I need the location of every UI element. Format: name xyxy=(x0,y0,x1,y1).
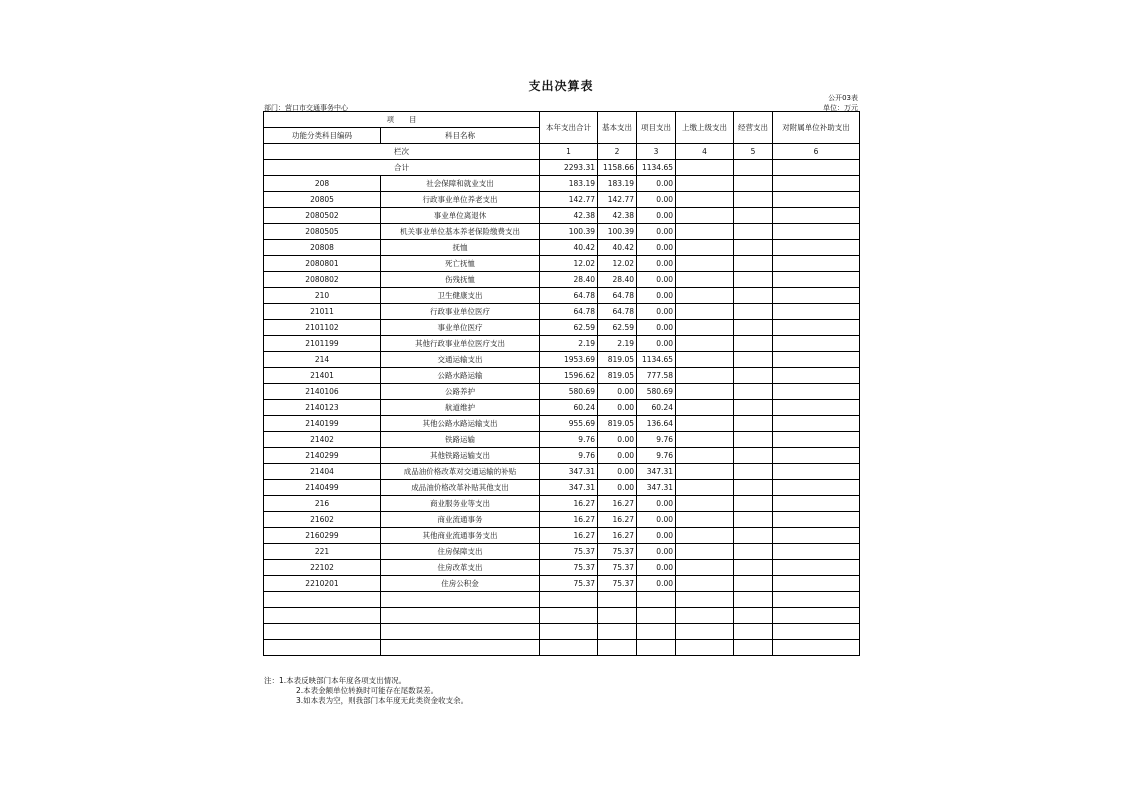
row-empty-cell xyxy=(773,256,860,272)
row-total: 142.77 xyxy=(540,192,598,208)
row-empty-cell xyxy=(676,384,734,400)
row-total: 9.76 xyxy=(540,448,598,464)
row-empty-cell xyxy=(676,256,734,272)
row-empty-cell xyxy=(734,192,773,208)
row-empty-cell xyxy=(676,576,734,592)
row-total: 40.42 xyxy=(540,240,598,256)
empty-row xyxy=(264,608,860,624)
row-empty-cell xyxy=(676,288,734,304)
table-row xyxy=(264,336,860,352)
row-empty-cell xyxy=(773,576,860,592)
row-empty-cell xyxy=(734,432,773,448)
row-empty-cell xyxy=(773,208,860,224)
row-name: 成品油价格改革对交通运输的补贴 xyxy=(381,464,540,480)
row-empty-cell xyxy=(773,224,860,240)
row-basic: 40.42 xyxy=(598,240,637,256)
row-project: 777.58 xyxy=(637,368,676,384)
row-empty-cell xyxy=(734,512,773,528)
row-empty-cell xyxy=(676,272,734,288)
row-basic: 64.78 xyxy=(598,304,637,320)
table-row xyxy=(264,320,860,336)
header-basic: 基本支出 xyxy=(598,112,637,144)
row-empty-cell xyxy=(676,464,734,480)
row-code: 2140199 xyxy=(264,416,381,432)
row-code: 2160299 xyxy=(264,528,381,544)
row-empty-cell xyxy=(734,272,773,288)
row-name: 伤残抚恤 xyxy=(381,272,540,288)
table-row xyxy=(264,256,860,272)
row-empty-cell xyxy=(773,336,860,352)
row-name: 死亡抚恤 xyxy=(381,256,540,272)
row-code: 21602 xyxy=(264,512,381,528)
row-empty-cell xyxy=(773,240,860,256)
sum-total: 2293.31 xyxy=(540,160,598,176)
row-basic: 75.37 xyxy=(598,560,637,576)
row-basic: 42.38 xyxy=(598,208,637,224)
row-name: 抚恤 xyxy=(381,240,540,256)
row-name: 住房保障支出 xyxy=(381,544,540,560)
row-project: 60.24 xyxy=(637,400,676,416)
row-empty-cell xyxy=(734,528,773,544)
row-empty-cell xyxy=(734,480,773,496)
row-code: 208 xyxy=(264,176,381,192)
table-row xyxy=(264,400,860,416)
row-total: 1953.69 xyxy=(540,352,598,368)
row-empty-cell xyxy=(676,480,734,496)
row-name: 社会保障和就业支出 xyxy=(381,176,540,192)
row-basic: 12.02 xyxy=(598,256,637,272)
header-project: 项 目 xyxy=(264,112,540,128)
row-project: 0.00 xyxy=(637,544,676,560)
header-project-expense: 项目支出 xyxy=(637,112,676,144)
row-code: 2080801 xyxy=(264,256,381,272)
row-empty-cell xyxy=(734,224,773,240)
table-row xyxy=(264,224,860,240)
row-name: 机关事业单位基本养老保险缴费支出 xyxy=(381,224,540,240)
row-project: 0.00 xyxy=(637,240,676,256)
row-total: 62.59 xyxy=(540,320,598,336)
row-code: 2080802 xyxy=(264,272,381,288)
row-total: 28.40 xyxy=(540,272,598,288)
row-empty-cell xyxy=(676,544,734,560)
row-code: 214 xyxy=(264,352,381,368)
row-total: 60.24 xyxy=(540,400,598,416)
row-empty-cell xyxy=(773,400,860,416)
row-code: 2140299 xyxy=(264,448,381,464)
table-row xyxy=(264,240,860,256)
table-row xyxy=(264,368,860,384)
row-empty-cell xyxy=(773,192,860,208)
row-empty-cell xyxy=(773,480,860,496)
header-upper: 上缴上级支出 xyxy=(676,112,734,144)
row-basic: 0.00 xyxy=(598,432,637,448)
row-empty-cell xyxy=(734,496,773,512)
row-basic: 0.00 xyxy=(598,384,637,400)
row-empty-cell xyxy=(676,560,734,576)
header-business: 经营支出 xyxy=(734,112,773,144)
row-total: 16.27 xyxy=(540,528,598,544)
row-code: 2080505 xyxy=(264,224,381,240)
row-project: 0.00 xyxy=(637,512,676,528)
row-empty-cell xyxy=(773,560,860,576)
table-row xyxy=(264,576,860,592)
table-row xyxy=(264,432,860,448)
col-num: 2 xyxy=(598,144,637,160)
row-empty-cell xyxy=(773,304,860,320)
row-empty-cell xyxy=(734,336,773,352)
row-code: 21404 xyxy=(264,464,381,480)
row-empty-cell xyxy=(773,288,860,304)
table-row xyxy=(264,272,860,288)
note-line: 3.如本表为空，则我部门本年度无此类资金收支余。 xyxy=(296,696,469,705)
row-project: 0.00 xyxy=(637,304,676,320)
row-empty-cell xyxy=(676,208,734,224)
header-subject-name: 科目名称 xyxy=(381,128,540,144)
table-row xyxy=(264,192,860,208)
row-name: 商业服务业等支出 xyxy=(381,496,540,512)
row-name: 其他铁路运输支出 xyxy=(381,448,540,464)
row-name: 行政事业单位医疗 xyxy=(381,304,540,320)
row-basic: 2.19 xyxy=(598,336,637,352)
row-project: 0.00 xyxy=(637,208,676,224)
row-basic: 0.00 xyxy=(598,400,637,416)
row-total: 100.39 xyxy=(540,224,598,240)
row-basic: 16.27 xyxy=(598,528,637,544)
row-code: 20805 xyxy=(264,192,381,208)
row-name: 交通运输支出 xyxy=(381,352,540,368)
row-basic: 62.59 xyxy=(598,320,637,336)
row-empty-cell xyxy=(676,368,734,384)
row-empty-cell xyxy=(734,240,773,256)
row-code: 2140106 xyxy=(264,384,381,400)
row-name: 其他商业流通事务支出 xyxy=(381,528,540,544)
row-code: 22102 xyxy=(264,560,381,576)
row-code: 21402 xyxy=(264,432,381,448)
table-row xyxy=(264,384,860,400)
row-total: 64.78 xyxy=(540,288,598,304)
row-project: 0.00 xyxy=(637,224,676,240)
header-func-code: 功能分类科目编码 xyxy=(264,128,381,144)
table-row xyxy=(264,544,860,560)
row-name: 商业流通事务 xyxy=(381,512,540,528)
row-code: 2140499 xyxy=(264,480,381,496)
row-total: 580.69 xyxy=(540,384,598,400)
row-empty-cell xyxy=(676,352,734,368)
line-label: 栏次 xyxy=(264,144,540,160)
row-basic: 819.05 xyxy=(598,416,637,432)
row-project: 0.00 xyxy=(637,288,676,304)
row-empty-cell xyxy=(676,512,734,528)
row-empty-cell xyxy=(734,208,773,224)
row-project: 1134.65 xyxy=(637,352,676,368)
row-project: 9.76 xyxy=(637,432,676,448)
page-title: 支出决算表 xyxy=(528,79,594,93)
row-project: 0.00 xyxy=(637,272,676,288)
row-code: 21401 xyxy=(264,368,381,384)
table-row xyxy=(264,352,860,368)
row-total: 42.38 xyxy=(540,208,598,224)
row-name: 公路养护 xyxy=(381,384,540,400)
row-project: 0.00 xyxy=(637,176,676,192)
row-total: 347.31 xyxy=(540,480,598,496)
row-name: 成品油价格改革补贴其他支出 xyxy=(381,480,540,496)
row-empty-cell xyxy=(676,320,734,336)
table-row xyxy=(264,176,860,192)
row-code: 2101199 xyxy=(264,336,381,352)
row-name: 事业单位医疗 xyxy=(381,320,540,336)
row-empty-cell xyxy=(773,272,860,288)
row-empty-cell xyxy=(676,400,734,416)
row-empty-cell xyxy=(773,384,860,400)
row-project: 0.00 xyxy=(637,560,676,576)
row-name: 住房改革支出 xyxy=(381,560,540,576)
row-total: 75.37 xyxy=(540,576,598,592)
note-line: 注：1.本表反映部门本年度各项支出情况。 xyxy=(264,676,407,685)
row-empty-cell xyxy=(676,192,734,208)
row-code: 2101102 xyxy=(264,320,381,336)
empty-row xyxy=(264,640,860,656)
row-empty-cell xyxy=(734,384,773,400)
col-num: 6 xyxy=(773,144,860,160)
row-name: 铁路运输 xyxy=(381,432,540,448)
row-name: 航道维护 xyxy=(381,400,540,416)
row-project: 347.31 xyxy=(637,480,676,496)
header-subsidy: 对附属单位补助支出 xyxy=(773,112,860,144)
row-code: 216 xyxy=(264,496,381,512)
row-empty-cell xyxy=(734,256,773,272)
row-project: 0.00 xyxy=(637,528,676,544)
row-empty-cell xyxy=(773,528,860,544)
row-basic: 0.00 xyxy=(598,464,637,480)
row-empty-cell xyxy=(773,320,860,336)
row-empty-cell xyxy=(773,512,860,528)
row-empty-cell xyxy=(734,176,773,192)
row-empty-cell xyxy=(734,544,773,560)
row-basic: 64.78 xyxy=(598,288,637,304)
table-row xyxy=(264,496,860,512)
row-basic: 819.05 xyxy=(598,352,637,368)
row-empty-cell xyxy=(676,416,734,432)
col-num: 5 xyxy=(734,144,773,160)
row-basic: 183.19 xyxy=(598,176,637,192)
row-empty-cell xyxy=(734,288,773,304)
row-empty-cell xyxy=(734,416,773,432)
row-name: 行政事业单位养老支出 xyxy=(381,192,540,208)
table-row xyxy=(264,416,860,432)
row-empty-cell xyxy=(773,496,860,512)
row-empty-cell xyxy=(734,576,773,592)
row-total: 16.27 xyxy=(540,512,598,528)
unit-label: 单位：万元 xyxy=(823,104,858,112)
row-total: 1596.62 xyxy=(540,368,598,384)
notes xyxy=(264,676,468,706)
row-name: 卫生健康支出 xyxy=(381,288,540,304)
empty-row xyxy=(264,624,860,640)
row-empty-cell xyxy=(676,176,734,192)
row-name: 住房公积金 xyxy=(381,576,540,592)
row-code: 210 xyxy=(264,288,381,304)
row-empty-cell xyxy=(773,432,860,448)
sum-project: 1134.65 xyxy=(637,160,676,176)
row-name: 其他公路水路运输支出 xyxy=(381,416,540,432)
table-row xyxy=(264,288,860,304)
department-label: 部门：营口市交通事务中心 xyxy=(264,104,348,112)
row-code: 2080502 xyxy=(264,208,381,224)
row-empty-cell xyxy=(773,416,860,432)
row-basic: 16.27 xyxy=(598,496,637,512)
row-total: 64.78 xyxy=(540,304,598,320)
row-total: 955.69 xyxy=(540,416,598,432)
row-project: 0.00 xyxy=(637,256,676,272)
row-project: 0.00 xyxy=(637,576,676,592)
row-name: 公路水路运输 xyxy=(381,368,540,384)
col-num: 3 xyxy=(637,144,676,160)
row-basic: 142.77 xyxy=(598,192,637,208)
col-num: 1 xyxy=(540,144,598,160)
row-total: 12.02 xyxy=(540,256,598,272)
row-empty-cell xyxy=(734,320,773,336)
row-code: 221 xyxy=(264,544,381,560)
row-empty-cell xyxy=(676,336,734,352)
row-empty-cell xyxy=(734,352,773,368)
row-empty-cell xyxy=(734,400,773,416)
row-total: 183.19 xyxy=(540,176,598,192)
row-project: 9.76 xyxy=(637,448,676,464)
table-row xyxy=(264,464,860,480)
form-code: 公开03表 xyxy=(828,94,858,102)
row-total: 9.76 xyxy=(540,432,598,448)
row-empty-cell xyxy=(734,368,773,384)
row-empty-cell xyxy=(676,432,734,448)
row-basic: 0.00 xyxy=(598,480,637,496)
row-empty-cell xyxy=(773,176,860,192)
row-empty-cell xyxy=(676,240,734,256)
row-empty-cell xyxy=(773,352,860,368)
row-empty-cell xyxy=(676,496,734,512)
row-empty-cell xyxy=(773,368,860,384)
table-row xyxy=(264,528,860,544)
row-empty-cell xyxy=(773,448,860,464)
col-num: 4 xyxy=(676,144,734,160)
table-row xyxy=(264,512,860,528)
empty-row xyxy=(264,592,860,608)
row-project: 580.69 xyxy=(637,384,676,400)
table-row xyxy=(264,208,860,224)
row-basic: 75.37 xyxy=(598,576,637,592)
row-name: 事业单位离退休 xyxy=(381,208,540,224)
row-project: 0.00 xyxy=(637,320,676,336)
sum-row xyxy=(264,160,860,176)
row-basic: 100.39 xyxy=(598,224,637,240)
table-row xyxy=(264,448,860,464)
row-name: 其他行政事业单位医疗支出 xyxy=(381,336,540,352)
row-empty-cell xyxy=(676,528,734,544)
row-basic: 75.37 xyxy=(598,544,637,560)
row-empty-cell xyxy=(773,464,860,480)
row-basic: 0.00 xyxy=(598,448,637,464)
row-basic: 16.27 xyxy=(598,512,637,528)
table-row xyxy=(264,480,860,496)
row-empty-cell xyxy=(773,544,860,560)
row-total: 75.37 xyxy=(540,544,598,560)
row-project: 136.64 xyxy=(637,416,676,432)
row-empty-cell xyxy=(734,448,773,464)
row-empty-cell xyxy=(734,304,773,320)
table-row xyxy=(264,304,860,320)
row-empty-cell xyxy=(734,560,773,576)
row-total: 347.31 xyxy=(540,464,598,480)
row-empty-cell xyxy=(734,464,773,480)
row-project: 0.00 xyxy=(637,496,676,512)
row-project: 0.00 xyxy=(637,192,676,208)
sum-basic: 1158.66 xyxy=(598,160,637,176)
expenditure-table xyxy=(263,111,860,656)
note-line: 2.本表金额单位转换时可能存在尾数误差。 xyxy=(296,686,439,695)
row-code: 2140123 xyxy=(264,400,381,416)
row-total: 16.27 xyxy=(540,496,598,512)
row-code: 20808 xyxy=(264,240,381,256)
row-basic: 28.40 xyxy=(598,272,637,288)
row-project: 347.31 xyxy=(637,464,676,480)
row-code: 2210201 xyxy=(264,576,381,592)
row-total: 2.19 xyxy=(540,336,598,352)
row-code: 21011 xyxy=(264,304,381,320)
table-row xyxy=(264,560,860,576)
row-empty-cell xyxy=(676,304,734,320)
header-total: 本年支出合计 xyxy=(540,112,598,144)
row-project: 0.00 xyxy=(637,336,676,352)
row-empty-cell xyxy=(676,448,734,464)
row-total: 75.37 xyxy=(540,560,598,576)
table-body xyxy=(264,176,860,656)
row-empty-cell xyxy=(676,224,734,240)
sum-label: 合计 xyxy=(264,160,540,176)
row-basic: 819.05 xyxy=(598,368,637,384)
